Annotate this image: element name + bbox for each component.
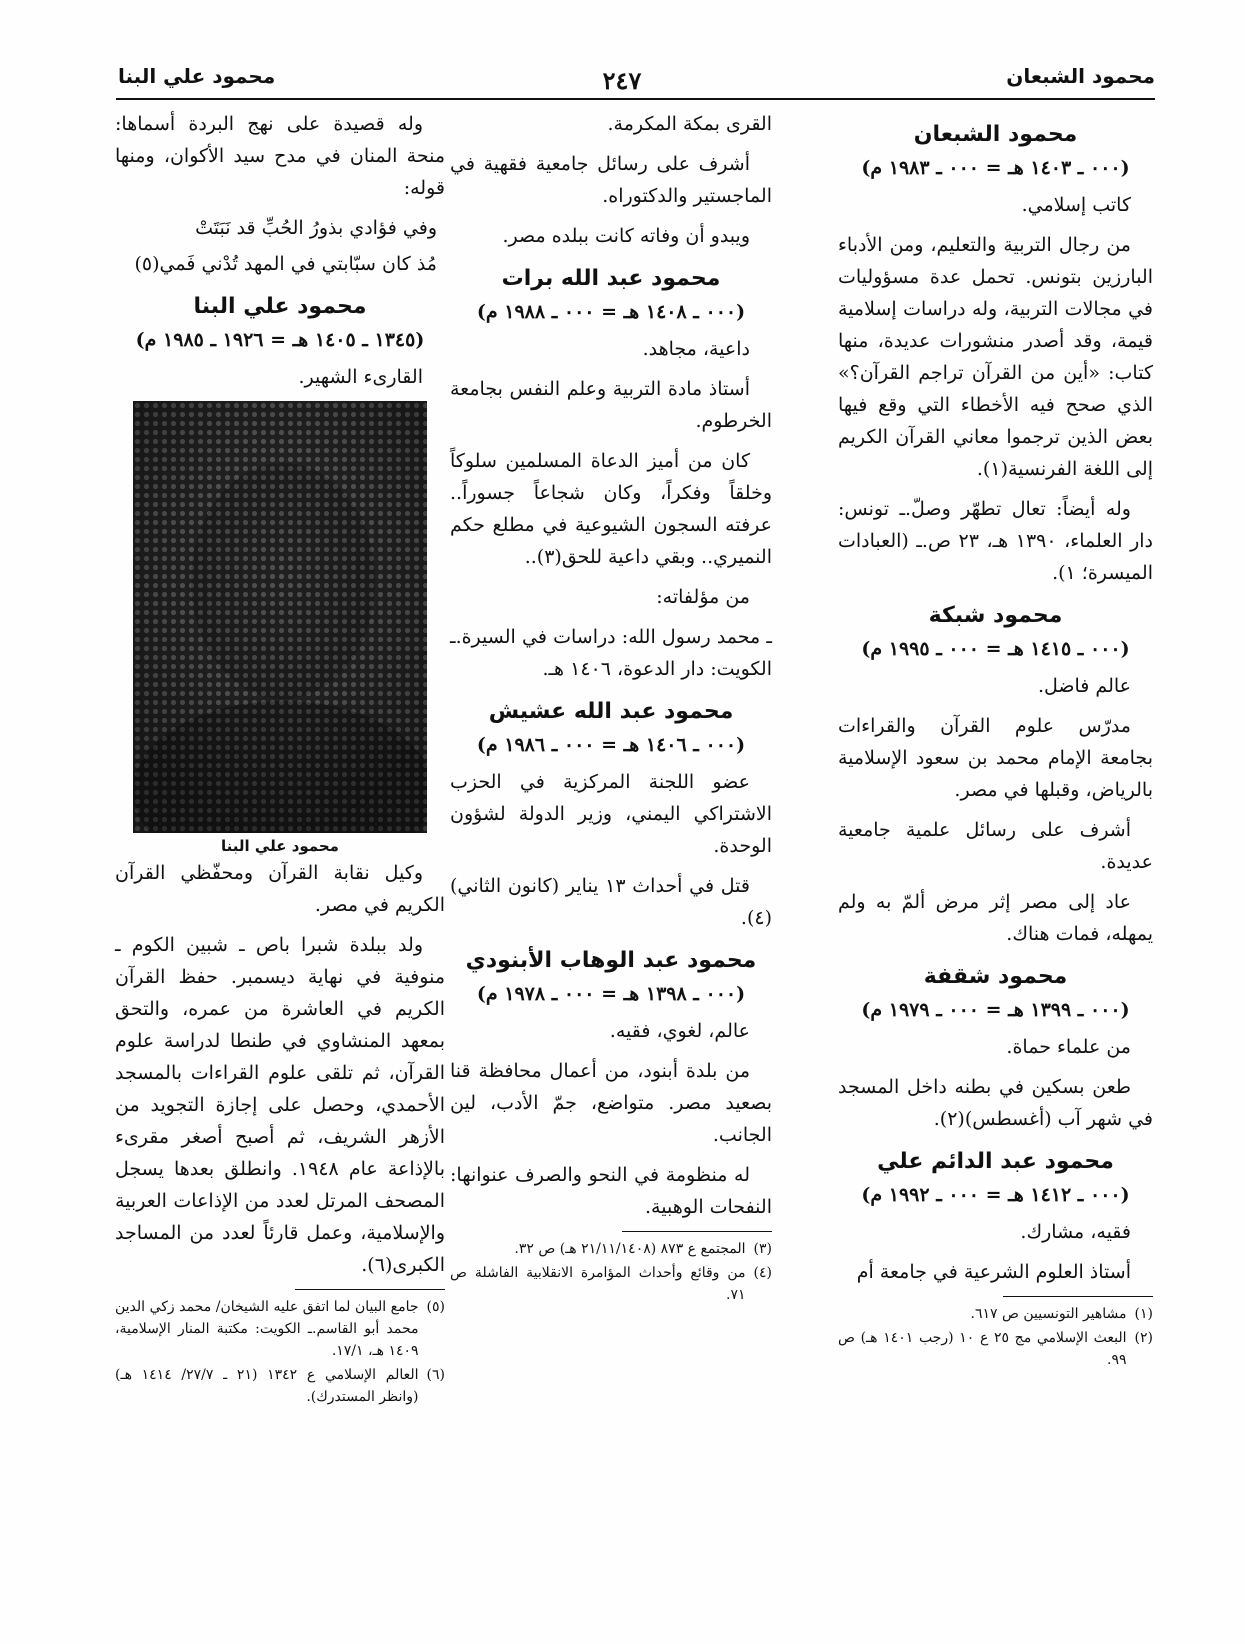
entry-paragraph: طعن بسكين في بطنه داخل المسجد في شهر آب (أغسطس)(٢). xyxy=(838,1076,1153,1130)
entry-paragraph: كان من أميز الدعاة المسلمين سلوكاً وخلقاً وفكراً، وكان شجاعاً جسوراً.. عرفته السجون الشيوعية في مطلع حكم النميري.. وبقي داعية للحق(٣).. xyxy=(450,450,772,568)
poem-verse: وفي فؤادي بذورُ الحُبِّ قد نَبَتَتْ xyxy=(195,217,437,239)
entry-paragraph: ـ محمد رسول الله: دراسات في السيرة.ـ الكويت: دار الدعوة، ١٤٠٦ هـ. xyxy=(450,626,772,680)
footnote xyxy=(115,1364,445,1408)
entry-paragraph: داعية، مجاهد. xyxy=(642,338,750,360)
entry-dates: (٠٠٠ ـ ١٣٩٩ هـ = ٠٠٠ ـ ١٩٧٩ م) xyxy=(861,999,1130,1021)
entry-paragraph: عالم، لغوي، فقيه. xyxy=(609,1020,750,1042)
running-header-left: محمود علي البنا xyxy=(118,64,276,88)
entry-title: محمود الشبعان xyxy=(913,122,1078,147)
header-rule xyxy=(116,98,1155,100)
entry-paragraph: له منظومة في النحو والصرف عنوانها: النفحات الوهبية. xyxy=(450,1164,772,1218)
footnote-rule xyxy=(295,1289,445,1290)
entry-dates: (١٣٤٥ ـ ١٤٠٥ هـ = ١٩٢٦ ـ ١٩٨٥ م) xyxy=(135,329,425,351)
entry-title: محمود علي البنا xyxy=(193,294,367,319)
entry-paragraph: من بلدة أبنود، من أعمال محافظة قنا بصعيد مصر. متواضع، جمّ الأدب، لين الجانب. xyxy=(450,1060,772,1146)
footnote-rule xyxy=(622,1231,772,1232)
entry-title: محمود عبد الله برات xyxy=(501,266,721,291)
entry-paragraph: وله قصيدة على نهج البردة أسماها: منحة المنان في مدح سيد الأكوان، ومنها قوله: xyxy=(115,113,445,199)
entry-paragraph: مدرّس علوم القرآن والقراءات بجامعة الإمام محمد بن سعود الإسلامية بالرياض، وقبلها في مصر. xyxy=(838,715,1153,801)
footnote-number: (٥) xyxy=(426,1299,445,1315)
entry-paragraph: عاد إلى مصر إثر مرض ألمّ به ولم يمهله، فمات هناك. xyxy=(838,891,1153,945)
footnote-number: (١) xyxy=(1134,1306,1153,1322)
entry-paragraph: أستاذ مادة التربية وعلم النفس بجامعة الخرطوم. xyxy=(450,378,772,432)
entry-paragraph: ويبدو أن وفاته كانت ببلده مصر. xyxy=(502,225,750,247)
page-number: ٢٤٧ xyxy=(602,66,642,95)
entry-paragraph: كاتب إسلامي. xyxy=(1021,194,1131,216)
entry-paragraph: أستاذ العلوم الشرعية في جامعة أم xyxy=(856,1261,1131,1283)
column-middle xyxy=(450,108,772,1308)
footnote-text: مشاهير التونسيين ص ٦١٧. xyxy=(970,1306,1127,1322)
entry-paragraph: فقيه، مشارك. xyxy=(1020,1221,1131,1243)
running-header-right: محمود الشبعان xyxy=(1006,64,1155,88)
entry-paragraph: من علماء حماة. xyxy=(1006,1036,1131,1058)
footnote-text: المجتمع ع ٨٧٣ (٢١/١١/١٤٠٨ هـ) ص ٣٢. xyxy=(514,1241,746,1257)
entry-paragraph: القارىء الشهير. xyxy=(298,366,423,388)
footnote-number: (٦) xyxy=(426,1367,445,1383)
entry-dates: (٠٠٠ ـ ١٤٠٣ هـ = ٠٠٠ ـ ١٩٨٣ م) xyxy=(861,157,1130,179)
entry-paragraph: القرى بمكة المكرمة. xyxy=(607,113,772,135)
footnote-rule xyxy=(1003,1296,1153,1297)
footnote-text: البعث الإسلامي مج ٢٥ ع ١٠ (رجب ١٤٠١ هـ) ص ٩٩. xyxy=(838,1330,1127,1368)
footnote xyxy=(450,1238,772,1260)
entry-paragraph: عضو اللجنة المركزية في الحزب الاشتراكي اليمني، وزير الدولة لشؤون الوحدة. xyxy=(450,771,772,857)
footnote-text: جامع البيان لما اتفق عليه الشيخان/ محمد زكي الدين محمد أبو القاسم.ـ الكويت: مكتبة المنار الإسلامية، ١٤٠٩ هـ، ١٧/١. xyxy=(115,1299,419,1359)
entry-title: محمود شبكة xyxy=(928,603,1063,628)
poem-verse: مُذ كان سبّابتي في المهد تُدْني فَمي(٥) xyxy=(134,253,437,275)
footnote-text: العالم الإسلامي ع ١٣٤٢ (٢١ ـ ٢٧/٧/ ١٤١٤ هـ) (وانظر المستدرك). xyxy=(115,1367,419,1405)
footnote-number: (٢) xyxy=(1134,1330,1153,1346)
entry-paragraph: أشرف على رسائل علمية جامعية عديدة. xyxy=(838,819,1153,873)
entry-paragraph: من مؤلفاته: xyxy=(656,586,750,608)
entry-dates: (٠٠٠ ـ ١٤٠٨ هـ = ٠٠٠ ـ ١٩٨٨ م) xyxy=(476,301,746,323)
portrait-image xyxy=(133,401,427,833)
entry-dates: (٠٠٠ ـ ١٤١٥ هـ = ٠٠٠ ـ ١٩٩٥ م) xyxy=(861,638,1130,660)
photo-caption: محمود علي البنا xyxy=(221,837,339,855)
footnote-number: (٤) xyxy=(753,1265,772,1281)
entry-title: محمود عبد الوهاب الأبنودي xyxy=(465,948,757,973)
footnote xyxy=(838,1327,1153,1371)
entry-title: محمود شقفة xyxy=(923,964,1068,989)
footnote-text: من وقائع وأحداث المؤامرة الانقلابية الفاشلة ص ٧١. xyxy=(450,1265,746,1303)
entry-dates: (٠٠٠ ـ ١٤١٢ هـ = ٠٠٠ ـ ١٩٩٢ م) xyxy=(861,1184,1130,1206)
column-right xyxy=(838,108,1153,1373)
portrait-photo xyxy=(133,401,427,833)
entry-paragraph: ولد ببلدة شبرا باص ـ شبين الكوم ـ منوفية في نهاية ديسمبر. حفظ القرآن الكريم في العاشرة من عمره، والتحق بمعهد المنشاوي في طنطا لدراسة علوم القرآن، ثم تلقى علوم القراءات بالمسجد الأحمدي، وحصل على إجازة التجويد من الأزهر الشريف، ثم أصبح أصغر مقرىء بالإذاعة عام ١٩٤٨. وانطلق بعدها يسجل المصحف المرتل لعدد من الإذاعات العربية والإسلامية، وعمل قارئاً لعدد من المساجد الكبرى(٦). xyxy=(115,934,446,1276)
entry-paragraph: وكيل نقابة القرآن ومحفّظي القرآن الكريم في مصر. xyxy=(115,862,445,916)
footnote-number: (٣) xyxy=(753,1241,772,1257)
entry-paragraph: أشرف على رسائل جامعية فقهية في الماجستير والدكتوراه. xyxy=(450,153,772,207)
footnote xyxy=(450,1262,772,1306)
entry-paragraph: عالم فاضل. xyxy=(1037,675,1131,697)
entry-paragraph: قتل في أحداث ١٣ يناير (كانون الثاني)(٤). xyxy=(450,875,772,929)
entry-paragraph: وله أيضاً: تعال تطهّر وصلّ.ـ تونس: دار العلماء، ١٣٩٠ هـ، ٢٣ ص.ـ (العبادات الميسرة؛ ١). xyxy=(838,498,1153,584)
entry-paragraph: من رجال التربية والتعليم، ومن الأدباء البارزين بتونس. تحمل عدة مسؤوليات في مجالات التربية، وله دراسات إسلامية قيمة، وقد أصدر منشورات عديدة، منها كتاب: «أين من القرآن تراجم القرآن؟» الذي صحح فيه الأخطاء التي وقع فيها بعض الذين ترجموا معاني القرآن الكريم إلى اللغة الفرنسية(١). xyxy=(838,234,1153,480)
entry-dates: (٠٠٠ ـ ١٤٠٦ هـ = ٠٠٠ ـ ١٩٨٦ م) xyxy=(476,734,746,756)
footnote xyxy=(838,1303,1153,1325)
entry-dates: (٠٠٠ ـ ١٣٩٨ هـ = ٠٠٠ ـ ١٩٧٨ م) xyxy=(476,983,746,1005)
entry-title: محمود عبد الدائم علي xyxy=(877,1149,1114,1174)
entry-title: محمود عبد الله عشيش xyxy=(488,699,734,724)
footnote xyxy=(115,1296,445,1362)
column-left xyxy=(115,108,445,1410)
